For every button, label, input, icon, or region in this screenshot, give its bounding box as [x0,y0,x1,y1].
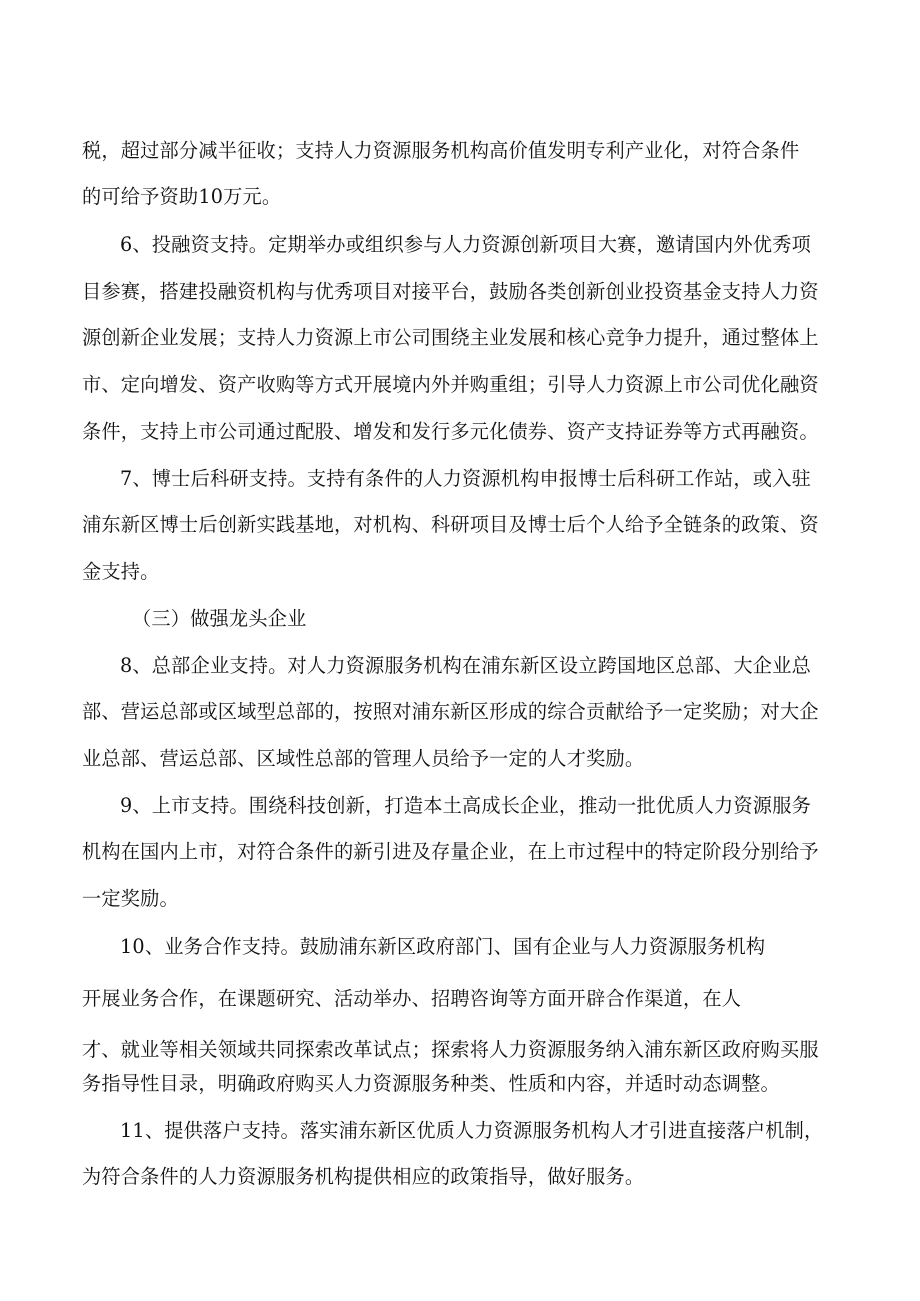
paragraph-line: 条件，支持上市公司通过配股、增发和发行多元化债券、资产支持证券等方式再融资。 [82,420,819,443]
paragraph-line: 6、投融资支持。定期举办或组织参与人力资源创新项目大赛，邀请国内外优秀项 [120,233,811,256]
paragraph-line: 金支持。 [82,560,160,583]
paragraph-line: 11、提供落户支持。落实浦东新区优质人力资源服务机构人才引进直接落户机制， [120,1119,824,1142]
paragraph-line: 9、上市支持。围绕科技创新，打造本土高成长企业，推动一批优质人力资源服务 [120,794,811,817]
paragraph-line: 8、总部企业支持。对人力资源服务机构在浦东新区设立跨国地区总部、大企业总 [120,654,811,677]
paragraph-line: 为符合条件的人力资源服务机构提供相应的政策指导，做好服务。 [82,1165,645,1188]
paragraph-line: 7、博士后科研支持。支持有条件的人力资源机构申报博士后科研工作站，或入驻 [120,467,811,490]
paragraph-line: 的可给予资助10万元。 [82,185,282,208]
paragraph-line: 务指导性目录，明确政府购买人力资源服务种类、性质和内容，并适时动态调整。 [82,1072,780,1095]
paragraph-line: 目参赛，搭建投融资机构与优秀项目对接平台，鼓励各类创新创业投资基金支持人力资 [82,280,819,303]
paragraph-line: 市、定向增发、资产收购等方式开展境内外并购重组；引导人力资源上市公司优化融资 [82,373,819,396]
section-heading: （三）做强龙头企业 [132,607,307,630]
paragraph-line: 源创新企业发展；支持人力资源上市公司围绕主业发展和核心竞争力提升，通过整体上 [82,326,819,349]
paragraph-line: 一定奖励。 [82,887,179,910]
paragraph-line: 机构在国内上市，对符合条件的新引进及存量企业，在上市过程中的特定阶段分别给予 [82,840,819,863]
paragraph-line: 开展业务合作，在课题研究、活动举办、招聘咨询等方面开辟合作渠道，在人 [82,987,742,1010]
paragraph-line: 部、营运总部或区域型总部的，按照对浦东新区形成的综合贡献给予一定奖励；对大企 [82,700,819,723]
paragraph-line: 浦东新区博士后创新实践基地，对机构、科研项目及博士后个人给予全链条的政策、资 [82,513,819,536]
paragraph-line: 业总部、营运总部、区域性总部的管理人员给予一定的人才奖励。 [82,747,645,770]
paragraph-line: 10、业务合作支持。鼓励浦东新区政府部门、国有企业与人力资源服务机构 [120,935,766,958]
paragraph-line: 税，超过部分减半征收；支持人力资源服务机构高价值发明专利产业化，对符合条件 [82,139,800,162]
paragraph-line: 才、就业等相关领域共同探索改革试点；探索将人力资源服务纳入浦东新区政府购买服 [82,1038,819,1061]
